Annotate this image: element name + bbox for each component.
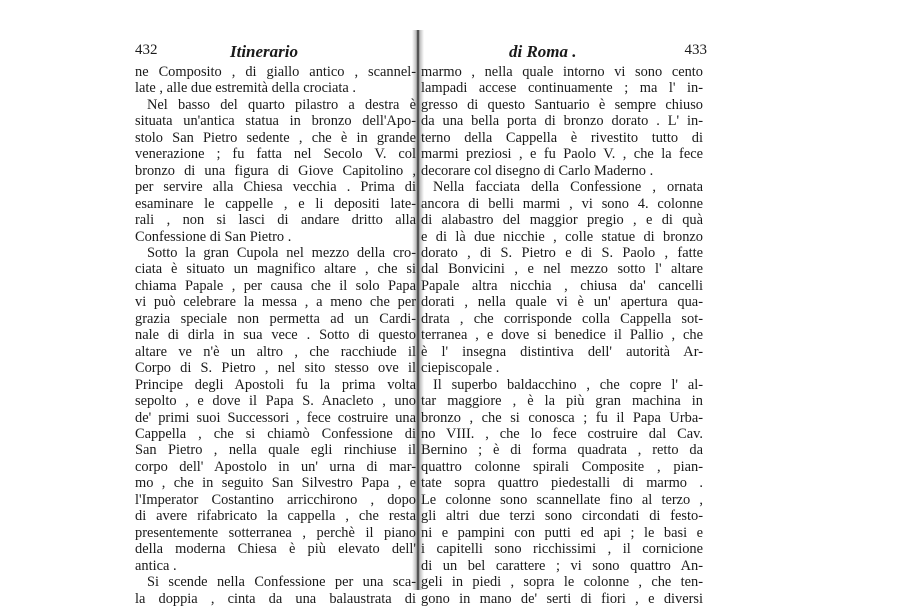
right-page [421,42,707,607]
text-line: mo , che in seguito San Silvestro Papa , e [135,475,416,492]
text-line: chiama Papale , per causa che il solo Papa [135,277,416,294]
text-line: venerazione ; fu fatta nel Secolo V. col [135,146,416,163]
text-line: decorare col disegno di Carlo Maderno . [421,162,654,179]
text-line: ciepiscopale . [421,360,500,377]
text-line: per servire alla Chiesa vecchia . Prima di [135,179,416,196]
left-page-number: 432 [135,42,158,58]
text-line: Principe degli Apostoli fu la prima volta [135,376,416,393]
text-line: rali , non si lasci di andare dritto alla [135,212,416,229]
text-line: late , alle due estremità della crociata . [135,80,356,97]
text-line: ancora di belli marmi , vi sono 4. colonne [421,195,703,212]
text-line: San Pietro , nella quale egli rinchiuse il [135,442,416,459]
text-line: grazia speciale non permetta ad un Cardi- [135,310,416,327]
left-page-header [135,42,416,64]
text-line: ciata è situato un magnifico altare , che si [135,261,416,278]
text-line: bronzo di una figura di Giove Capitolino , [135,162,416,179]
text-line: Bernino ; è di forma quadrata , retto da [421,442,703,459]
left-page-text [135,64,416,607]
text-line: nale di dirla in sua vece . Sotto di questo [135,327,416,344]
text-line: Confessione di San Pietro . [135,228,292,245]
text-line: ni e pampini con putti ed api ; le basi e [421,524,703,541]
text-line: gresso di questo Santuario è sempre chiuso [421,96,703,113]
text-line: stolo San Pietro sedente , che è in grande [135,129,416,146]
text-line: è l' insegna distintiva dell' autorità Ar- [421,343,703,360]
text-line: di avere rifabricato la cappella , che resta [135,508,416,525]
text-line: Nel basso del quarto pilastro a destra è [147,96,416,113]
text-line: i capitelli sono ricchissimi , il cornicione [421,541,703,558]
text-line: la doppia , cinta da una balaustrata di [135,590,416,607]
text-line: l'Imperator Costantino arricchirono , dopo [135,491,416,508]
text-line: tate sopra quattro piedestalli di marmo . [421,475,703,492]
text-line: gli altri due terzi sono circondati di festo- [421,508,703,525]
text-line: Nella facciata della Confessione , ornata [433,179,703,196]
text-line: da una bella porta di bronzo dorato . L' in- [421,113,703,130]
text-line: antica . [135,557,177,574]
right-page-text [421,64,703,607]
text-line: de' primi suoi Successori , fece costruire una [135,409,416,426]
text-line: bronzo , che si conosca ; fu il Papa Urba- [421,409,703,426]
left-page [135,42,416,607]
text-line: Il superbo baldacchino , che copre l' al- [433,376,703,393]
right-page-header [421,42,707,64]
text-line: ne Composito , di giallo antico , scannel- [135,64,416,80]
text-line: marmo , nella quale intorno vi sono cento [421,64,703,80]
text-line: quattro colonne spirali Composite , pian- [421,458,703,475]
text-line: della moderna Chiesa è più elevato dell' [135,541,416,558]
text-line: Cappella , che si chiamò Confessione di [135,425,416,442]
text-line: terranea , e dove si benedice il Pallio , che [421,327,703,344]
text-line: drata , che corrisponde colla Cappella sot- [421,310,703,327]
text-line: Le colonne sono scannellate fino al terzo , [421,491,703,508]
text-line: vi può celebrare la messa , a meno che per [135,294,416,311]
text-line: altare ve n'è un altro , che racchiude il [135,343,416,360]
text-line: dorato , di S. Pietro e di S. Paolo , fatte [421,244,703,261]
right-page-number: 433 [684,42,707,58]
text-line: tar maggiore , è la più gran machina in [421,393,703,410]
text-line: lampadi accese continuamente ; ma l' in- [421,80,703,97]
text-line: gono in mano de' serti di fiori , e diversi [421,590,703,607]
left-running-head: Itinerario [230,42,299,61]
text-line: situata un'antica statua in bronzo dell'Apo- [135,113,416,130]
text-line: Sotto la gran Cupola nel mezzo della cro- [147,244,416,261]
text-line: no VIII. , che lo fece costruire dal Cav. [421,425,703,442]
text-line: terno della Cappella è rivestito tutto di [421,129,703,146]
text-line: dorati , nella quale vi è un' apertura qua- [421,294,703,311]
text-line: presentemente sotterranea , perchè il piano [135,524,416,541]
text-line: esaminare le cappelle , e li depositi late- [135,195,416,212]
text-line: Si scende nella Confessione per una sca- [147,574,416,591]
text-line: geli in piedi , sopra le colonne , che ten- [421,574,703,591]
text-line: sepolto , e dove il Papa S. Anacleto , uno [135,393,416,410]
right-running-head: di Roma . [509,42,577,61]
text-line: marmi preziosi , e fu Paolo V. , che la fece [421,146,703,163]
text-line: corpo dell' Apostolo in un' urna di mar- [135,458,416,475]
text-line: dal Bonvicini , e nel mezzo sotto l' altare [421,261,703,278]
text-line: di un bel carattere ; vi sono quattro An- [421,557,703,574]
text-line: Papale altra nicchia , chiusa da' cancelli [421,277,703,294]
text-line: e di là due nicchie , colle statue di bronzo [421,228,703,245]
text-line: di alabastro del maggior pregio , e di quà [421,212,703,229]
text-line: Corpo di S. Pietro , nel sito stesso ove il [135,360,416,377]
